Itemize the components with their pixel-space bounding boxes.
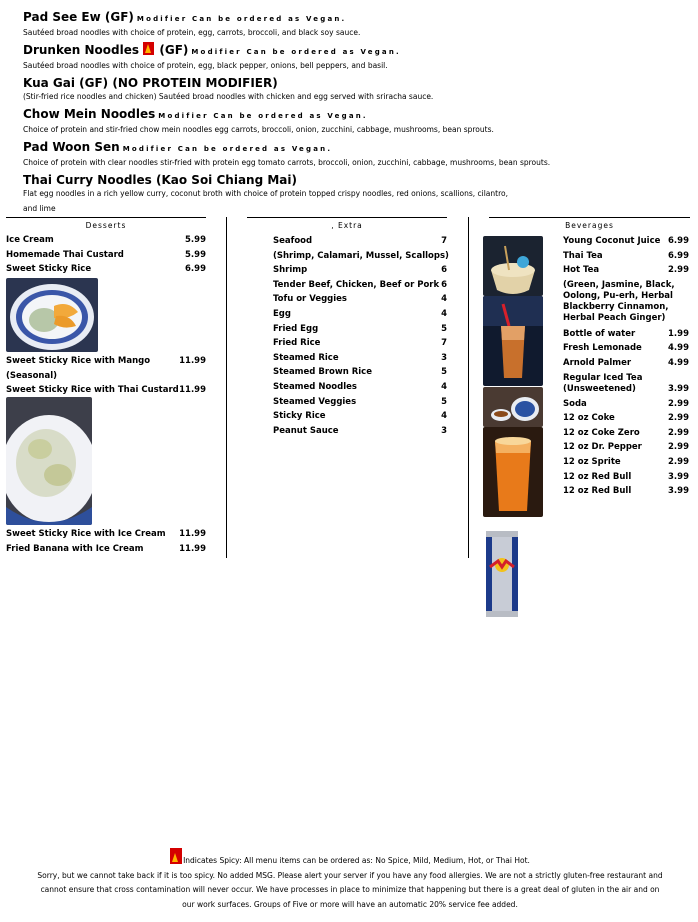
item-name: Steamed Rice bbox=[273, 352, 339, 363]
coconut-juice-photo bbox=[483, 236, 543, 296]
item-name: Fried Egg bbox=[273, 323, 319, 334]
item-name: Sweet Sticky Rice with Thai Custard bbox=[6, 385, 179, 396]
dish-chow-mein bbox=[23, 106, 683, 136]
dish-description: Choice of protein and stir-fried chow mein noodles egg carrots, broccoli, onion, zucchini, cabbage, mushrooms, bean sprouts. bbox=[23, 125, 494, 134]
item-price: 6 bbox=[441, 279, 447, 290]
footer-text: cannot ensure that cross contamination will never occur. We have processes in place to minimize that happening but there is a great deal of gluten in the air and on bbox=[40, 885, 660, 894]
item-name: 12 oz Dr. Pepper bbox=[563, 442, 642, 453]
item-price: 5 bbox=[441, 396, 447, 407]
item-name: Fried Rice bbox=[273, 338, 321, 349]
item-price: 3.99 bbox=[668, 471, 689, 482]
list-item bbox=[563, 384, 689, 395]
dish-drunken-noodles bbox=[23, 42, 683, 72]
item-price: 5.99 bbox=[185, 249, 206, 260]
list-item bbox=[273, 336, 447, 351]
item-name: Shrimp bbox=[273, 265, 308, 276]
sticky-rice-custard-photo bbox=[6, 397, 92, 525]
item-price: 11.99 bbox=[179, 356, 206, 366]
list-item bbox=[6, 527, 206, 542]
item-price: 6 bbox=[441, 265, 447, 276]
item-price: 6.99 bbox=[668, 250, 689, 261]
list-item bbox=[273, 234, 447, 249]
item-name: Peanut Sauce bbox=[273, 425, 339, 436]
item-price: 4.99 bbox=[668, 343, 689, 354]
item-name: Fresh Lemonade bbox=[563, 343, 642, 354]
item-name: Sweet Sticky Rice bbox=[6, 264, 92, 275]
item-name: Sticky Rice bbox=[273, 411, 326, 422]
item-name: Arnold Palmer bbox=[563, 357, 632, 368]
list-item bbox=[563, 327, 689, 342]
dish-modifier: Modifier Can be ordered as Vegan. bbox=[122, 145, 333, 153]
thai-tea-photo bbox=[483, 296, 543, 386]
list-item bbox=[273, 249, 447, 264]
item-price: 5.99 bbox=[185, 235, 206, 245]
item-price: 3.99 bbox=[668, 486, 689, 497]
item-price: 6.99 bbox=[185, 264, 206, 275]
dish-suffix: (GF) bbox=[159, 43, 189, 57]
list-item bbox=[6, 233, 206, 248]
item-price: 2.99 bbox=[668, 265, 689, 276]
item-price: 3 bbox=[441, 425, 447, 436]
beverages-heading: Beverages bbox=[489, 217, 690, 230]
item-name: Thai Tea bbox=[563, 250, 603, 261]
item-price: 5 bbox=[441, 323, 447, 334]
list-item bbox=[563, 234, 689, 249]
item-name: Steamed Veggies bbox=[273, 396, 357, 407]
list-item bbox=[563, 484, 689, 499]
list-item bbox=[563, 341, 689, 356]
list-item bbox=[6, 354, 206, 369]
item-name: 12 oz Red Bull bbox=[563, 486, 632, 497]
list-item bbox=[563, 280, 689, 291]
extra-list bbox=[273, 234, 447, 438]
item-name: (Unsweetened) bbox=[563, 383, 636, 394]
item-name: 12 oz Coke Zero bbox=[563, 427, 640, 438]
item-price: 7 bbox=[441, 338, 447, 349]
item-name: Sweet Sticky Rice with Mango bbox=[6, 356, 151, 366]
item-name: Bottle of water bbox=[563, 328, 636, 339]
item-price: 2.99 bbox=[668, 456, 689, 467]
dish-pad-woon-sen bbox=[23, 139, 683, 169]
item-price: 4.99 bbox=[668, 357, 689, 368]
desserts-heading: Desserts bbox=[6, 217, 206, 230]
spicy-icon bbox=[170, 848, 182, 864]
sticky-rice-mango-photo bbox=[6, 278, 98, 352]
list-item bbox=[563, 426, 689, 441]
noodle-section bbox=[23, 9, 683, 218]
list-item bbox=[273, 307, 447, 322]
item-name: Tender Beef, Chicken, Beef or Pork bbox=[273, 279, 440, 290]
item-name: Tofu or Veggies bbox=[273, 294, 347, 305]
item-price: 2.99 bbox=[668, 427, 689, 438]
footer-spicy-line bbox=[20, 848, 680, 869]
item-name: Oolong, Pu-erh, Herbal bbox=[563, 290, 673, 301]
desserts-list-top bbox=[6, 233, 206, 277]
dish-description-continued: and lime bbox=[23, 204, 56, 213]
red-bull-can-photo bbox=[484, 527, 520, 621]
list-item bbox=[563, 470, 689, 485]
list-item bbox=[563, 440, 689, 455]
list-item bbox=[563, 313, 689, 324]
item-name: Regular Iced Tea bbox=[563, 372, 643, 383]
list-item bbox=[563, 455, 689, 470]
list-item bbox=[273, 424, 447, 439]
item-name: Hot Tea bbox=[563, 265, 600, 276]
item-name: Fried Banana with Ice Cream bbox=[6, 543, 144, 554]
item-price: 4 bbox=[441, 381, 447, 392]
list-item bbox=[563, 373, 689, 384]
dish-description: (Stir-fried rice noodles and chicken) Sautéed broad noodles with chicken and egg served with sriracha sauce. bbox=[23, 92, 434, 101]
list-item bbox=[563, 356, 689, 371]
item-price: 4 bbox=[441, 308, 447, 319]
hot-tea-photo bbox=[483, 387, 543, 427]
item-name: Sweet Sticky Rice with Ice Cream bbox=[6, 529, 166, 539]
dish-description: Sautéed broad noodles with choice of protein, egg, black pepper, onions, bell peppers, and basil. bbox=[23, 61, 388, 70]
dish-name: Drunken Noodles bbox=[23, 43, 139, 57]
list-item bbox=[273, 395, 447, 410]
dish-description: Flat egg noodles in a rich yellow curry, coconut broth with choice of protein topped crispy noodles, red onions, scallions, cilantro, bbox=[23, 189, 508, 198]
column-divider bbox=[226, 217, 227, 558]
list-item bbox=[563, 397, 689, 412]
item-name: Herbal Peach Ginger) bbox=[563, 312, 666, 323]
beverages-list bbox=[563, 234, 689, 499]
item-name: Steamed Brown Rice bbox=[273, 367, 372, 378]
column-divider bbox=[468, 217, 469, 558]
item-price: 11.99 bbox=[179, 529, 206, 539]
footer-text: our work surfaces. Groups of Five or more will have an automatic 20% service fee added. bbox=[182, 899, 518, 909]
item-price: 3 bbox=[441, 352, 447, 363]
item-name: (Green, Jasmine, Black, bbox=[563, 279, 675, 290]
item-name: Blackberry Cinnamon, bbox=[563, 301, 669, 312]
footer-text: Sorry, but we cannot take back if it is too spicy. No added MSG. Please alert your server if you have any food allergies. We are not a strictly gluten-free restaurant and bbox=[37, 870, 663, 880]
list-item bbox=[273, 409, 447, 424]
spicy-icon bbox=[143, 42, 154, 55]
item-price: 3.99 bbox=[668, 383, 689, 394]
item-name: Homemade Thai Custard bbox=[6, 249, 124, 260]
dish-pad-see-ew bbox=[23, 9, 683, 39]
dish-description: Sautéed broad noodles with choice of protein, egg, carrots, broccoli, and black soy sauce. bbox=[23, 28, 361, 37]
item-price: 7 bbox=[441, 236, 447, 246]
item-price: 4 bbox=[441, 294, 447, 305]
item-name: Ice Cream bbox=[6, 235, 54, 245]
list-item bbox=[273, 263, 447, 278]
list-item bbox=[273, 322, 447, 337]
item-name: Egg bbox=[273, 308, 291, 319]
dish-name: Thai Curry Noodles (Kao Soi Chiang Mai) bbox=[23, 173, 297, 187]
dish-description: Choice of protein with clear noodles stir-fried with protein egg tomato carrots, broccoli, onion, zucchini, cabbage, mushrooms, bean sprouts. bbox=[23, 158, 551, 167]
extra-heading: , Extra bbox=[247, 217, 447, 230]
dish-modifier: Modifier Can be ordered as Vegan. bbox=[191, 48, 401, 56]
item-price: 4 bbox=[441, 411, 447, 422]
desserts-list-bottom bbox=[6, 527, 206, 556]
item-name: 12 oz Sprite bbox=[563, 456, 621, 467]
dish-name: Pad Woon Sen bbox=[23, 140, 120, 154]
dish-name: Kua Gai (GF) (NO PROTEIN MODIFIER) bbox=[23, 76, 278, 90]
item-price: 11.99 bbox=[179, 385, 206, 396]
item-price: 2.99 bbox=[668, 398, 689, 409]
list-item bbox=[563, 291, 689, 302]
list-item bbox=[6, 369, 206, 384]
item-price: 6.99 bbox=[668, 236, 689, 246]
list-item bbox=[6, 542, 206, 557]
item-name: (Seasonal) bbox=[6, 370, 57, 381]
list-item bbox=[6, 262, 206, 277]
list-item bbox=[563, 263, 689, 278]
dish-modifier: Modifier Can be ordered as Vegan. bbox=[136, 15, 347, 23]
iced-tea-photo bbox=[483, 427, 543, 517]
list-item bbox=[563, 302, 689, 313]
item-name: (Shrimp, Calamari, Mussel, Scallops) bbox=[273, 250, 449, 261]
item-name: 12 oz Red Bull bbox=[563, 471, 632, 482]
menu-footer bbox=[20, 848, 680, 912]
desserts-list-middle bbox=[6, 354, 206, 398]
item-price: 1.99 bbox=[668, 328, 689, 339]
list-item bbox=[273, 351, 447, 366]
list-item bbox=[273, 292, 447, 307]
list-item bbox=[563, 411, 689, 426]
dish-modifier: Modifier Can be ordered as Vegan. bbox=[158, 112, 368, 120]
list-item bbox=[563, 249, 689, 264]
item-name: 12 oz Coke bbox=[563, 413, 615, 424]
item-name: Young Coconut Juice bbox=[563, 236, 661, 246]
item-name: Steamed Noodles bbox=[273, 381, 357, 392]
item-name: Seafood bbox=[273, 236, 313, 246]
item-price: 2.99 bbox=[668, 413, 689, 424]
dish-thai-curry-noodles bbox=[23, 172, 683, 215]
item-name: Soda bbox=[563, 398, 587, 409]
dish-name: Pad See Ew (GF) bbox=[23, 10, 134, 24]
dish-name: Chow Mein Noodles bbox=[23, 107, 156, 121]
item-price: 5 bbox=[441, 367, 447, 378]
item-price: 2.99 bbox=[668, 442, 689, 453]
list-item bbox=[273, 380, 447, 395]
item-price: 11.99 bbox=[179, 543, 206, 554]
dish-kua-gai bbox=[23, 75, 683, 103]
list-item bbox=[6, 383, 206, 398]
list-item bbox=[273, 365, 447, 380]
footer-text: Indicates Spicy: All menu items can be ordered as: No Spice, Mild, Medium, Hot, or Thai Hot. bbox=[183, 856, 530, 865]
list-item bbox=[6, 248, 206, 263]
list-item bbox=[273, 278, 447, 293]
